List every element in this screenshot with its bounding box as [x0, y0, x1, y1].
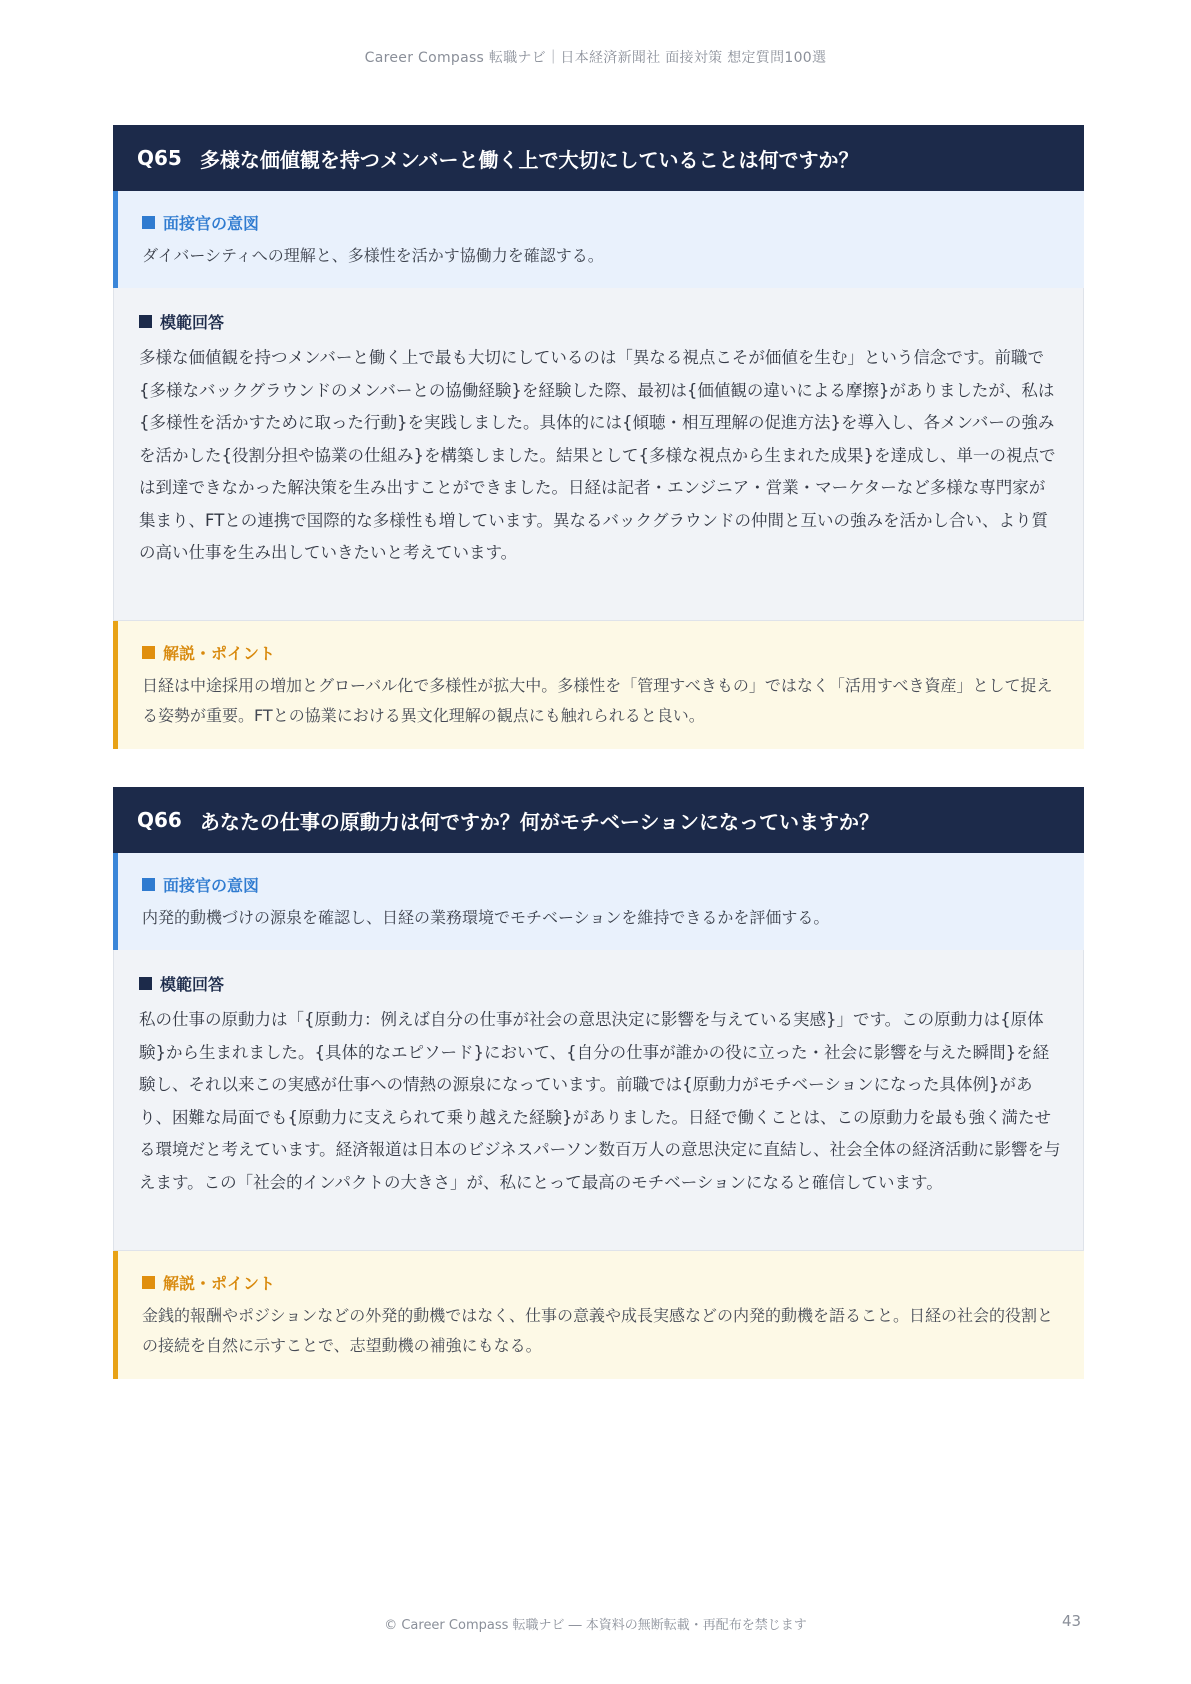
point-heading	[142, 1271, 1062, 1294]
point-heading	[142, 641, 1062, 664]
question-number: Q66	[137, 808, 182, 832]
question-title-bar	[113, 787, 1084, 853]
page-footer: © Career Compass 転職ナビ ― 本資料の無断転載・再配布を禁じます	[384, 1618, 807, 1633]
answer-label: 模範回答	[160, 313, 225, 332]
square-bullet-icon	[142, 646, 155, 659]
square-bullet-icon	[139, 977, 152, 990]
point-label: 解説・ポイント	[163, 1274, 276, 1293]
page-number: 43	[1062, 1612, 1082, 1630]
intent-label: 面接官の意図	[163, 214, 260, 233]
question-title: あなたの仕事の原動力は何ですか？何がモチベーションになっていますか？	[199, 809, 880, 834]
explanation-point-section	[113, 621, 1084, 749]
answer-heading	[139, 972, 1061, 995]
explanation-point-section	[113, 1251, 1084, 1379]
square-bullet-icon	[142, 878, 155, 891]
answer-text: 私の仕事の原動力は「{原動力：例えば自分の仕事が社会の意思決定に影響を与えている実感}」です。この原動力は{原体験}から生まれました。{具体的なエピソード}において、{自分の仕事が誰かの役に立った・社会に影響を与えた瞬間}を経験し、それ以来この実感が仕事への情熱の源泉になっています。前職では{原動力がモチベーションになった具体例}があり、困難な局面でも{原動力に支えられて乗り越えた経験}がありました。日経で働くことは、この原動力を最も強く満たせる環境だと考えています。経済報道は日本のビジネスパーソン数百万人の意思決定に直結し、社会全体の経済活動に影響を与えます。この「社会的インパクトの大きさ」が、私にとって最高のモチベーションになると確信しています。	[139, 1010, 1061, 1192]
interviewer-intent-section	[113, 191, 1084, 288]
page-header: Career Compass 転職ナビ｜日本経済新聞社 面接対策 想定質問100選	[364, 50, 827, 66]
question-title-bar	[113, 125, 1084, 191]
intent-text: 内発的動機づけの源泉を確認し、日経の業務環境でモチベーションを維持できるかを評価する。	[142, 908, 830, 927]
intent-text: ダイバーシティへの理解と、多様性を活かす協働力を確認する。	[142, 246, 604, 265]
question-block-q65	[113, 125, 1084, 749]
model-answer-section	[113, 950, 1084, 1251]
point-label: 解説・ポイント	[163, 644, 276, 663]
point-text: 日経は中途採用の増加とグローバル化で多様性が拡大中。多様性を「管理すべきもの」ではなく「活用すべき資産」として捉える姿勢が重要。FTとの協業における異文化理解の観点にも触れられると良い。	[142, 676, 1053, 725]
answer-heading	[139, 310, 1061, 333]
answer-text: 多様な価値観を持つメンバーと働く上で最も大切にしているのは「異なる視点こそが価値を生む」という信念です。前職で{多様なバックグラウンドのメンバーとの協働経験}を経験した際、最初は{価値観の違いによる摩擦}がありましたが、私は{多様性を活かすために取った行動}を実践しました。具体的には{傾聴・相互理解の促進方法}を導入し、各メンバーの強みを活かした{役割分担や協業の仕組み}を構築しました。結果として{多様な視点から生まれた成果}を達成し、単一の視点では到達できなかった解決策を生み出すことができました。日経は記者・エンジニア・営業・マーケターなど多様な専門家が集まり、FTとの連携で国際的な多様性も増しています。異なるバックグラウンドの仲間と互いの強みを活かし合い、より質の高い仕事を生み出していきたいと考えています。	[139, 348, 1056, 562]
square-bullet-icon	[142, 1276, 155, 1289]
model-answer-section	[113, 288, 1084, 621]
point-text: 金銭的報酬やポジションなどの外発的動機ではなく、仕事の意義や成長実感などの内発的動機を語ること。日経の社会的役割との接続を自然に示すことで、志望動機の補強にもなる。	[142, 1306, 1053, 1355]
question-title: 多様な価値観を持つメンバーと働く上で大切にしていることは何ですか？	[199, 147, 859, 172]
intent-heading	[142, 211, 1062, 234]
question-block-q66	[113, 787, 1084, 1379]
square-bullet-icon	[142, 216, 155, 229]
answer-label: 模範回答	[160, 975, 225, 994]
question-number: Q65	[137, 146, 182, 170]
intent-heading	[142, 873, 1062, 896]
square-bullet-icon	[139, 315, 152, 328]
intent-label: 面接官の意図	[163, 876, 260, 895]
interviewer-intent-section	[113, 853, 1084, 950]
